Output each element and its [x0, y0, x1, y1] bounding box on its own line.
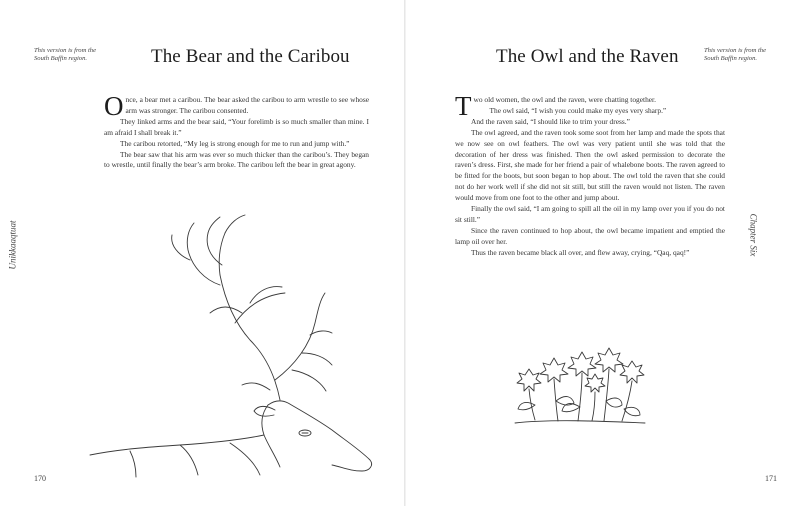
left-paragraph-4: The bear saw that his arm was ever so much thicker than the caribou’s. They began to wrestle, until finally the bear’s arm broke. The caribou left the bear in great agony.: [104, 149, 369, 170]
left-page-title: The Bear and the Caribou: [151, 46, 350, 67]
left-dropcap: O: [104, 91, 124, 121]
left-folio: 170: [34, 474, 46, 483]
right-story-text: [455, 91, 725, 259]
right-paragraph-5: Finally the owl said, “I am going to spill all the oil in my lamp over you if you do not sit still.”: [455, 204, 725, 224]
right-running-head: Chapter Six: [748, 213, 759, 257]
right-paragraph-6: Since the raven continued to hop about, the owl became impatient and emptied the lamp oil over her.: [455, 225, 725, 246]
right-margin-note: This version is from the South Baffin region.: [704, 47, 767, 62]
right-paragraph-3: And the raven said, “I should like to trim your dress.”: [471, 116, 630, 126]
left-paragraph-2: They linked arms and the bear said, “Your forelimb is so much smaller than mine. I am afraid I shall break it.”: [104, 116, 369, 137]
left-paragraph-1: [104, 91, 369, 121]
right-page-title: The Owl and the Raven: [496, 46, 679, 67]
right-folio: 171: [765, 474, 777, 483]
right-page: [405, 0, 810, 506]
right-paragraph-4: The owl agreed, and the raven took some soot from her lamp and made the spots that we now see on owl feathers. The owl was very patient until she was told that the decoration of her dress was finished. Then the owl asked permission to decorate the raven’s dress. First, she made for her friend a pair of whalebone boots. The raven agreed to be fitted for the boots, but soon began to hop about. The owl told the raven that she could not do her work well if she did not sit still, but still the raven would not listen. The raven would move from one foot to the other and jump about.: [455, 127, 725, 203]
left-margin-note: This version is from the South Baffin region.: [34, 47, 97, 62]
right-paragraph-1-text: wo old women, the owl and the raven, were chatting together.: [473, 95, 656, 104]
caribou-drawing: [70, 205, 390, 480]
flowers-drawing: [510, 345, 650, 427]
left-story-text: [104, 91, 369, 171]
left-paragraph-1-text: nce, a bear met a caribou. The bear asked the caribou to arm wrestle to see whose arm was stronger. The caribou consented.: [125, 95, 369, 115]
left-paragraph-3: The caribou retorted, “My leg is strong enough for me to run and jump with.”: [120, 138, 350, 148]
right-paragraph-7: Thus the raven became black all over, and flew away, crying, “Qaq, qaq!”: [471, 247, 690, 257]
right-paragraph-2: The owl said, “I wish you could make my eyes very sharp.”: [489, 105, 667, 115]
right-dropcap: T: [455, 91, 472, 121]
left-running-head: Unikkaaqtuat: [7, 220, 18, 270]
